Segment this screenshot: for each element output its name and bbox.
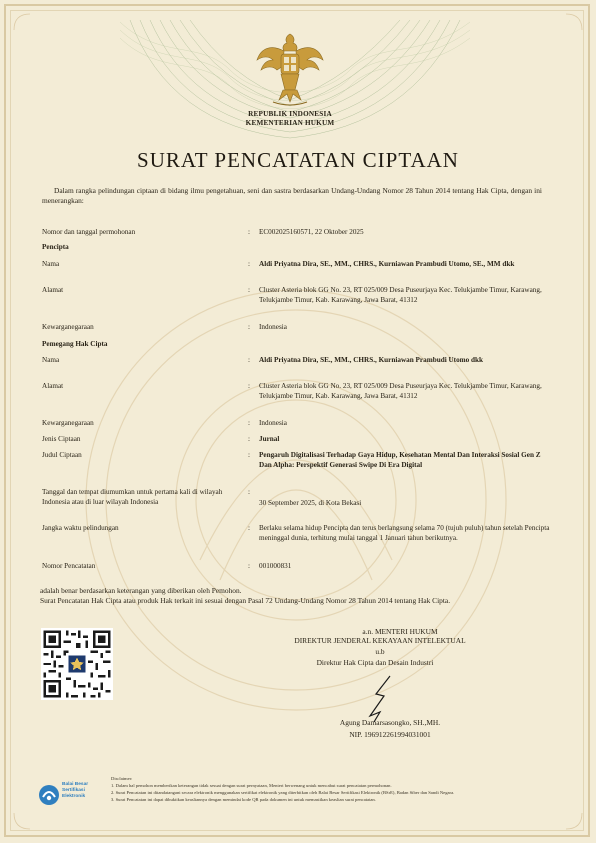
separator: : <box>248 435 250 443</box>
separator: : <box>248 260 250 268</box>
separator: : <box>248 382 250 390</box>
separator: : <box>248 524 250 532</box>
verification-qr-code[interactable] <box>41 628 113 700</box>
holder-address-value: Cluster Asteria blok GG No. 23, RT 025/009 Desa Puseurjaya Kec. Telukjambe Timur, Karawang, Telukjambe Timur, Kab. Karawang, Jawa Barat, 41312 <box>259 382 542 400</box>
work-published-value: 30 September 2025, di Kota Bekasi <box>259 499 362 507</box>
signer-nip: NIP. 196912261994031001 <box>349 730 431 739</box>
country-name: REPUBLIK INDONESIA <box>248 110 332 118</box>
disclaimer-item-3: 3. Surat Pencatatan ini dapat dibuktikan keasliannya dengan memindai kode QR pada dokumen ini untuk memastikan keaslian surat pencatatan. <box>111 797 376 802</box>
separator: : <box>248 356 250 364</box>
application-label: Nomor dan tanggal permohonan <box>42 228 136 236</box>
work-title-label: Judul Ciptaan <box>42 451 82 459</box>
holder-name-value: Aldi Priyatna Dira, SE., MM., CHRS., Kurniawan Prambudi Utomo dkk <box>259 356 484 364</box>
closing-line-2: Surat Pencatatan Hak Cipta atau produk Hak terkait ini sesuai dengan Pasal 72 Undang-Undang Nomor 28 Tahun 2014 tentang Hak Cipta. <box>40 596 451 605</box>
bsre-logo-text-3: Elektronik <box>62 794 86 799</box>
disclaimer-item-1: 1. Dalam hal pemohon memberikan keterangan tidak sesuai dengan surat pernyataan, Menteri berwenang untuk mencabut surat pencatatan permohonan. <box>111 783 392 788</box>
holder-nationality-label: Kewarganegaraan <box>42 419 94 427</box>
document-title: SURAT PENCATATAN CIPTAAN <box>137 148 459 172</box>
application-value: EC002025160571, 22 Oktober 2025 <box>259 228 364 236</box>
work-term-label: Jangka waktu pelindungan <box>42 524 119 532</box>
on-behalf-text: a.n. MENTERI HUKUM <box>362 627 438 636</box>
creator-address-value: Cluster Asteria blok GG No. 23, RT 025/009 Desa Puseurjaya Kec. Telukjambe Timur, Karawang, Telukjambe Timur, Kab. Karawang, Jawa Barat, 41312 <box>259 286 542 304</box>
holder-heading: Pemegang Hak Cipta <box>42 340 108 348</box>
separator: : <box>248 451 250 459</box>
bsre-logo-icon <box>38 784 60 806</box>
holder-nationality-value: Indonesia <box>259 419 287 427</box>
creator-nationality-value: Indonesia <box>259 323 287 331</box>
record-number-value: 001000831 <box>259 562 292 570</box>
director-text: Direktur Hak Cipta dan Desain Industri <box>316 658 434 667</box>
creator-name-value: Aldi Priyatna Dira, SE., MM., CHRS., Kurniawan Prambudi Utomo, SE., MM dkk <box>259 260 515 268</box>
work-type-label: Jenis Ciptaan <box>42 435 81 443</box>
holder-address-label: Alamat <box>42 382 64 390</box>
separator: : <box>248 228 250 236</box>
work-title-value: Pengaruh Digitalisasi Terhadap Gaya Hidup, Kesehatan Mental Dan Interaksi Sosial Gen Z Dan Alpha: Perspektif Generasi Swipe Di Era Digital <box>259 451 541 469</box>
ministry-name: KEMENTERIAN HUKUM <box>245 119 335 127</box>
bsre-logo-text-1: Balai Besar <box>62 782 89 787</box>
separator: : <box>248 286 250 294</box>
disclaimer-title: Disclaimer: <box>111 776 133 781</box>
closing-line-1: adalah benar berdasarkan keterangan yang diberikan oleh Pemohon. <box>40 586 242 595</box>
work-term-value: Berlaku selama hidup Pencipta dan terus berlangsung selama 70 (tujuh puluh) tahun setelah Pencipta meninggal dunia, terhitung mulai tanggal 1 Januari tahun berikutnya. <box>259 524 550 542</box>
intro-paragraph: Dalam rangka pelindungan ciptaan di bidang ilmu pengetahuan, seni dan sastra berdasarkan Undang-Undang Nomor 28 Tahun 2014 tentang Hak Cipta, dengan ini menerangkan: <box>42 186 542 205</box>
work-published-label: Tanggal dan tempat diumumkan untuk pertama kali di wilayah Indonesia atau di luar wilayah Indonesia <box>42 488 223 506</box>
separator: : <box>248 419 250 427</box>
work-type-value: Jurnal <box>259 435 280 443</box>
bsre-logo-text-2: Sertifikasi <box>62 788 85 793</box>
disclaimer-item-2: 2. Surat Pencatatan ini ditandatangani secara elektronik menggunakan sertifikat elektronik yang diterbitkan oleh Balai Besar Sertifikasi Elektronik (BSrE), Badan Siber dan Sandi Negara. <box>111 790 455 795</box>
signer-name: Agung Damarsasongko, SH.,MH. <box>339 718 441 727</box>
creator-name-label: Nama <box>42 260 60 268</box>
disclaimer <box>111 775 561 803</box>
garuda-emblem-icon <box>253 30 327 110</box>
creator-nationality-label: Kewarganegaraan <box>42 323 94 331</box>
creator-heading: Pencipta <box>42 243 69 251</box>
director-general-text: DIREKTUR JENDERAL KEKAYAAN INTELEKTUAL <box>294 636 466 645</box>
holder-name-label: Nama <box>42 356 60 364</box>
record-number-label: Nomor Pencatatan <box>42 562 96 570</box>
creator-address-label: Alamat <box>42 286 64 294</box>
ub-text: u.b <box>375 647 385 656</box>
separator: : <box>248 488 250 496</box>
separator: : <box>248 562 250 570</box>
separator: : <box>248 323 250 331</box>
signature-stroke <box>340 672 420 724</box>
